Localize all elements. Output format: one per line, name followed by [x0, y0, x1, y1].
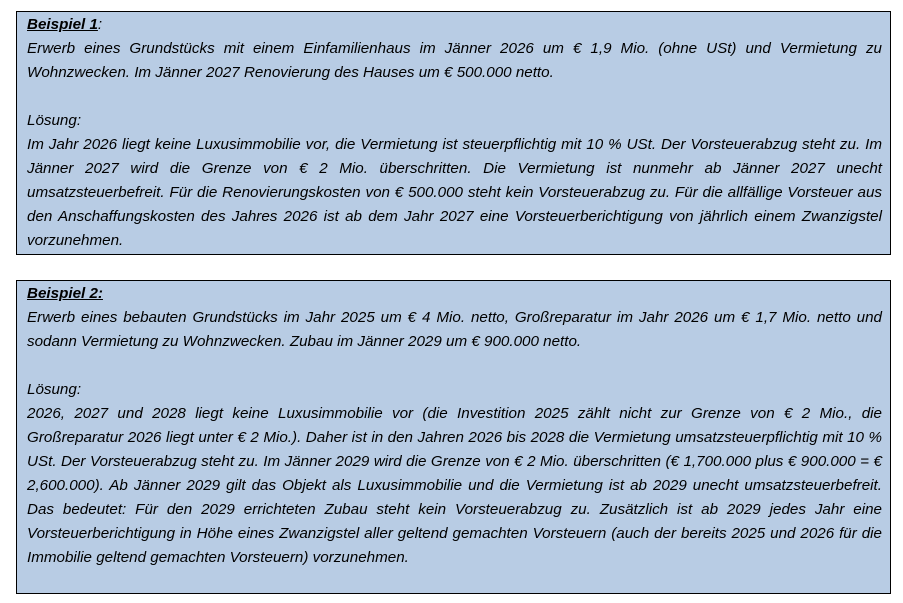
- spacer: [27, 85, 882, 109]
- example-1-solution: Im Jahr 2026 liegt keine Luxusimmobilie vor, die Vermietung ist steuerpflichtig mit 10 % USt. Der Vorsteuerabzug steht zu. Im Jänner 2027 wird die Grenze von € 2 Mio. überschritten. Die Vermietung ist nunmehr ab Jänner 2027 unecht umsatzsteuerbefreit. Für die Renovierungskosten von € 500.000 steht kein Vorsteuerabzug zu. Für die allfällige Vorsteuer aus den Anschaffungskosten des Jahres 2026 ist ab dem Jahr 2027 eine Vorsteuerberichtigung von jährlich einem Zwanzigstel vorzunehmen.: [27, 136, 882, 249]
- example-1-title-colon: :: [97, 16, 103, 33]
- example-2-heading: [27, 282, 882, 306]
- example-2-solution: 2026, 2027 und 2028 liegt keine Luxusimmobilie vor (die Investition 2025 zählt nicht zur Grenze von € 2 Mio., die Großreparatur 2026 liegt unter € 2 Mio.). Daher ist in den Jahren 2026 bis 2028 die Vermietung umsatzsteuerpflichtig mit 10 % USt. Der Vorsteuerabzug steht zu. Im Jänner 2029 wird die Grenze von € 2 Mio. überschritten (€ 1,700.000 plus € 900.000 = € 2,600.000). Ab Jänner 2029 gilt das Objekt als Luxusimmobilie und die Vermietung ist ab 2029 unecht umsatzsteuerbefreit. Das bedeutet: Für den 2029 errichteten Zubau steht kein Vorsteuerabzug zu. Zusätzlich ist ab 2029 jedes Jahr eine Vorsteuerberichtigung in Höhe eines Zwanzigstel aller geltend gemachten Vorsteuern (auch der bereits 2025 und 2026 für die Immobilie geltend gemachten Vorsteuern) vorzunehmen.: [27, 405, 882, 566]
- example-1-title: Beispiel 1: [27, 16, 98, 33]
- example-1-problem: Erwerb eines Grundstücks mit einem Einfamilienhaus im Jänner 2026 um € 1,9 Mio. (ohne USt) und Vermietung zu Wohnzwecken. Im Jänner 2027 Renovierung des Hauses um € 500.000 netto.: [27, 40, 882, 81]
- example-2-solution-label: Lösung:: [27, 381, 82, 398]
- example-1-box: [16, 11, 891, 255]
- example-2-title: Beispiel 2:: [27, 285, 103, 302]
- spacer: [27, 354, 882, 378]
- example-1-solution-label: Lösung:: [27, 112, 82, 129]
- example-2-problem: Erwerb eines bebauten Grundstücks im Jahr 2025 um € 4 Mio. netto, Großreparatur im Jahr 2026 um € 1,7 Mio. netto und sodann Vermietung zu Wohnzwecken. Zubau im Jänner 2029 um € 900.000 netto.: [27, 309, 882, 350]
- example-1-heading: [27, 13, 882, 37]
- example-2-box: [16, 280, 891, 594]
